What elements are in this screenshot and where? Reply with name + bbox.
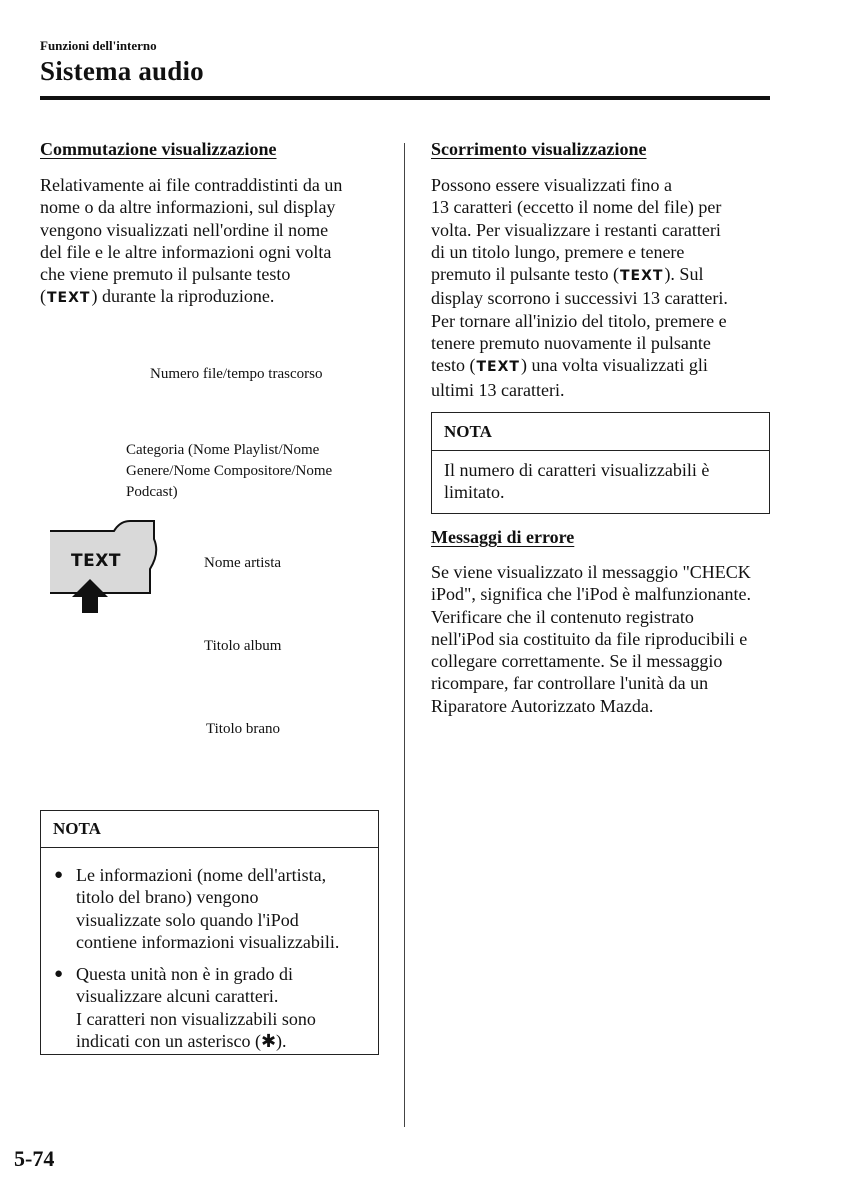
bullet-line: visualizzare alcuni caratteri.	[76, 986, 279, 1007]
paragraph-line: Relativamente ai file contraddistinti da un	[40, 175, 343, 195]
label-category	[126, 440, 332, 503]
paragraph-line: ricompare, far controllare l'unità da un	[431, 673, 709, 694]
scroll-paragraph	[431, 174, 776, 401]
note-line: Il numero di caratteri visualizzabili è	[444, 460, 710, 480]
note-title: NOTA	[432, 413, 769, 451]
paragraph-line: che viene premuto il pulsante testo	[40, 264, 291, 285]
bullet-line	[76, 1030, 316, 1053]
note-body	[41, 848, 378, 1053]
paragraph-line: collegare correttamente. Se il messaggio	[431, 651, 723, 672]
paragraph-line: Per tornare all'inizio del titolo, premere e	[431, 310, 727, 331]
bullet-text	[76, 864, 339, 953]
note-bullet	[41, 963, 378, 1053]
page-title: Sistema audio	[40, 56, 204, 86]
note-title: NOTA	[41, 811, 378, 848]
text-button-symbol: TEXT	[47, 290, 91, 307]
paragraph-line: nome o da altre informazioni, sul display	[40, 197, 336, 218]
bullet-line: titolo del brano) vengono	[76, 887, 259, 908]
bullet-line: Questa unità non è in grado di	[76, 964, 293, 985]
label-line: Genere/Nome Compositore/Nome	[126, 463, 333, 479]
text-button-symbol: TEXT	[476, 359, 520, 376]
column-divider	[404, 143, 405, 1127]
text-button-symbol: TEXT	[619, 268, 664, 285]
paragraph-line	[431, 263, 776, 287]
bullet-text	[76, 963, 316, 1053]
label-track: Titolo brano	[206, 721, 281, 737]
text-button-caption: TEXT	[71, 551, 121, 571]
paragraph-line: di un titolo lungo, premere e tenere	[431, 241, 685, 262]
paragraph-line: ultimi 13 caratteri.	[431, 379, 565, 400]
paragraph-line: Riparatore Autorizzato Mazda.	[431, 695, 654, 716]
paren-open: (	[40, 286, 46, 307]
paragraph-line: del file e le altre informazioni ogni volta	[40, 241, 332, 262]
label-artist: Nome artista	[204, 555, 282, 571]
label-album: Titolo album	[204, 638, 282, 654]
paragraph-line: display scorrono i successivi 13 caratteri.	[431, 288, 728, 309]
display-switch-paragraph	[40, 174, 385, 310]
paragraph-line	[40, 285, 385, 309]
bullet-line: I caratteri non visualizzabili sono	[76, 1008, 316, 1029]
asterisk-icon: ✱	[260, 1031, 277, 1053]
paragraph-line: 13 caratteri (eccetto il nome del file) per	[431, 197, 722, 218]
paragraph-line: volta. Per visualizzare i restanti caratteri	[431, 219, 721, 240]
note-box-right	[431, 412, 770, 514]
note-line: limitato.	[444, 482, 505, 503]
line-end: ). Sul	[664, 264, 704, 285]
bullet-line: visualizzate solo quando l'iPod	[76, 909, 299, 930]
section-label: Funzioni dell'interno	[40, 38, 157, 53]
line-start: premuto il pulsante testo (	[431, 264, 619, 285]
bullet-line: Le informazioni (nome dell'artista,	[76, 865, 327, 885]
paragraph-line: vengono visualizzati nell'ordine il nome	[40, 219, 329, 240]
bullet-line: contiene informazioni visualizzabili.	[76, 931, 340, 952]
line-start: testo (	[431, 355, 476, 376]
paragraph-line: iPod", significa che l'iPod è malfunzionante.	[431, 584, 752, 605]
display-switch-heading: Commutazione visualizzazione	[40, 139, 277, 159]
title-rule	[40, 96, 770, 100]
note-bullet	[41, 864, 378, 953]
page-number: 5-74	[14, 1146, 55, 1171]
paragraph-line: tenere premuto nuovamente il pulsante	[431, 333, 711, 354]
note-box-left	[40, 810, 379, 1055]
errors-paragraph	[431, 561, 776, 717]
line-end: ) una volta visualizzati gli	[520, 355, 708, 376]
bullet-icon: ●	[53, 867, 64, 883]
paragraph-line-end: ) durante la riproduzione.	[91, 286, 275, 307]
label-line: Categoria (Nome Playlist/Nome	[126, 442, 320, 458]
bullet-line-start: indicati con un asterisco (	[76, 1031, 261, 1052]
bullet-line-end: ).	[276, 1031, 287, 1052]
text-button-illustration	[50, 517, 160, 617]
paragraph-line: Se viene visualizzato il messaggio "CHECK	[431, 562, 751, 582]
paragraph-line: Possono essere visualizzati fino a	[431, 175, 672, 195]
bullet-icon: ●	[53, 966, 64, 983]
label-line: Podcast)	[126, 484, 178, 500]
label-file-time: Numero file/tempo trascorso	[150, 366, 323, 382]
paragraph-line	[431, 354, 776, 378]
errors-heading: Messaggi di errore	[431, 527, 575, 547]
paragraph-line: nell'iPod sia costituito da file riproducibili e	[431, 628, 748, 649]
scroll-heading: Scorrimento visualizzazione	[431, 139, 647, 159]
paragraph-line: Verificare che il contenuto registrato	[431, 606, 694, 627]
note-body	[432, 451, 769, 504]
